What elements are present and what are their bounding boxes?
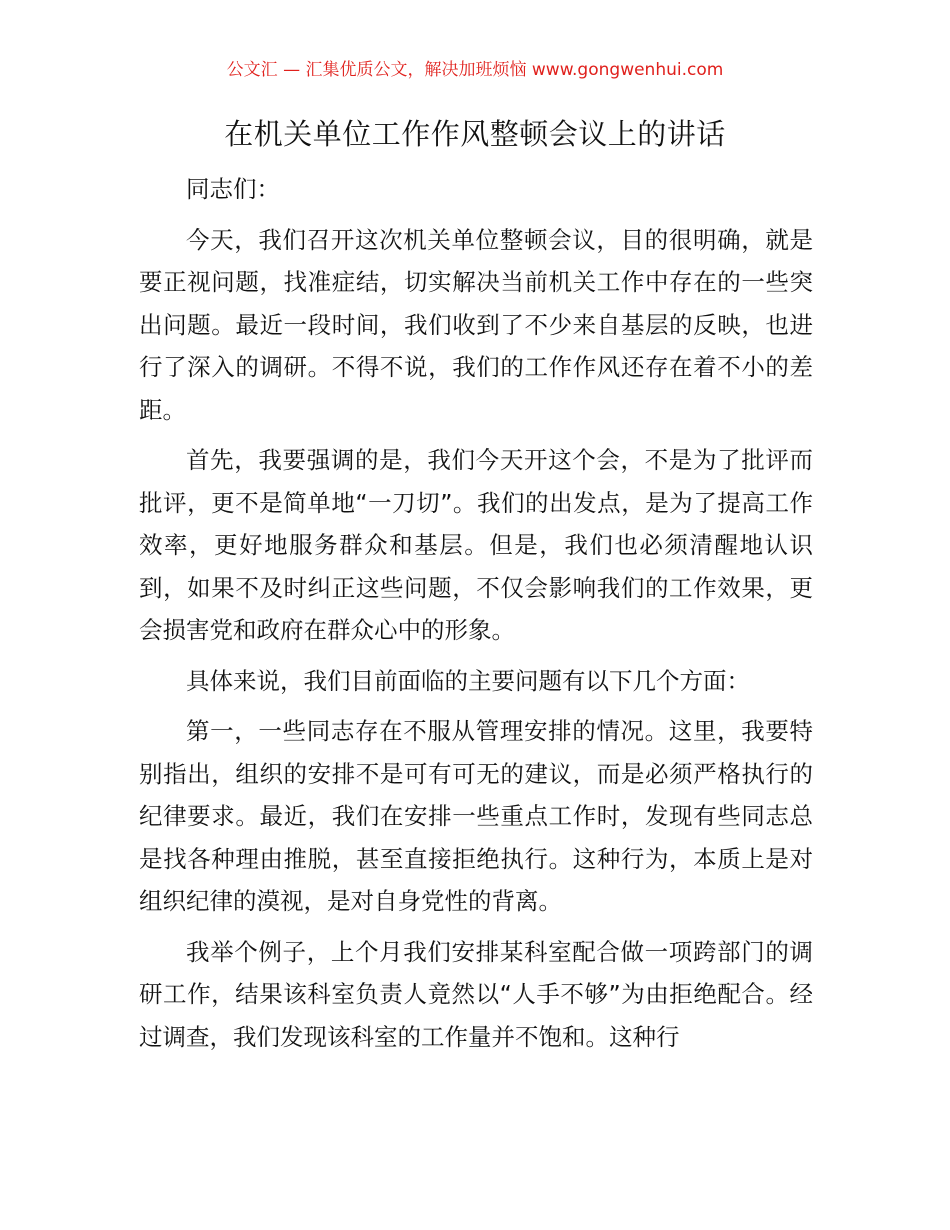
paragraph-5: 我举个例子，上个月我们安排某科室配合做一项跨部门的调研工作，结果该科室负责人竟然以“人手不够”为由拒绝配合。经过调查，我们发现该科室的工作量并不饱和。这种行 — [139, 937, 813, 1051]
header-banner[interactable]: 公文汇 — 汇集优质公文，解决加班烦恼 www.gongwenhui.com — [226, 60, 724, 80]
salutation: 同志们： — [186, 175, 280, 203]
paragraph-2: 首先，我要强调的是，我们今天开这个会，不是为了批评而批评，更不是简单地“一刀切”。我们的出发点，是为了提高工作效率，更好地服务群众和基层。但是，我们也必须清醒地认识到，如果不及时纠正这些问题，不仅会影响我们的工作效果，更会损害党和政府在群众心中的形象。 — [139, 446, 813, 644]
paragraph-3: 具体来说，我们目前面临的主要问题有以下几个方面： — [186, 666, 750, 695]
document-body — [139, 168, 813, 1066]
paragraph-1: 今天，我们召开这次机关单位整顿会议，目的很明确，就是要正视问题，找准症结，切实解决当前机关工作中存在的一些突出问题。最近一段时间，我们收到了不少来自基层的反映，也进行了深入的调研。不得不说，我们的工作作风还存在着不小的差距。 — [139, 225, 813, 424]
document-title: 在机关单位工作作风整顿会议上的讲话 — [224, 117, 726, 151]
paragraph-4: 第一，一些同志存在不服从管理安排的情况。这里，我要特别指出，组织的安排不是可有可无的建议，而是必须严格执行的纪律要求。最近，我们在安排一些重点工作时，发现有些同志总是找各种理由推脱，甚至直接拒绝执行。这种行为，本质上是对组织纪律的漠视，是对自身党性的背离。 — [139, 717, 813, 915]
